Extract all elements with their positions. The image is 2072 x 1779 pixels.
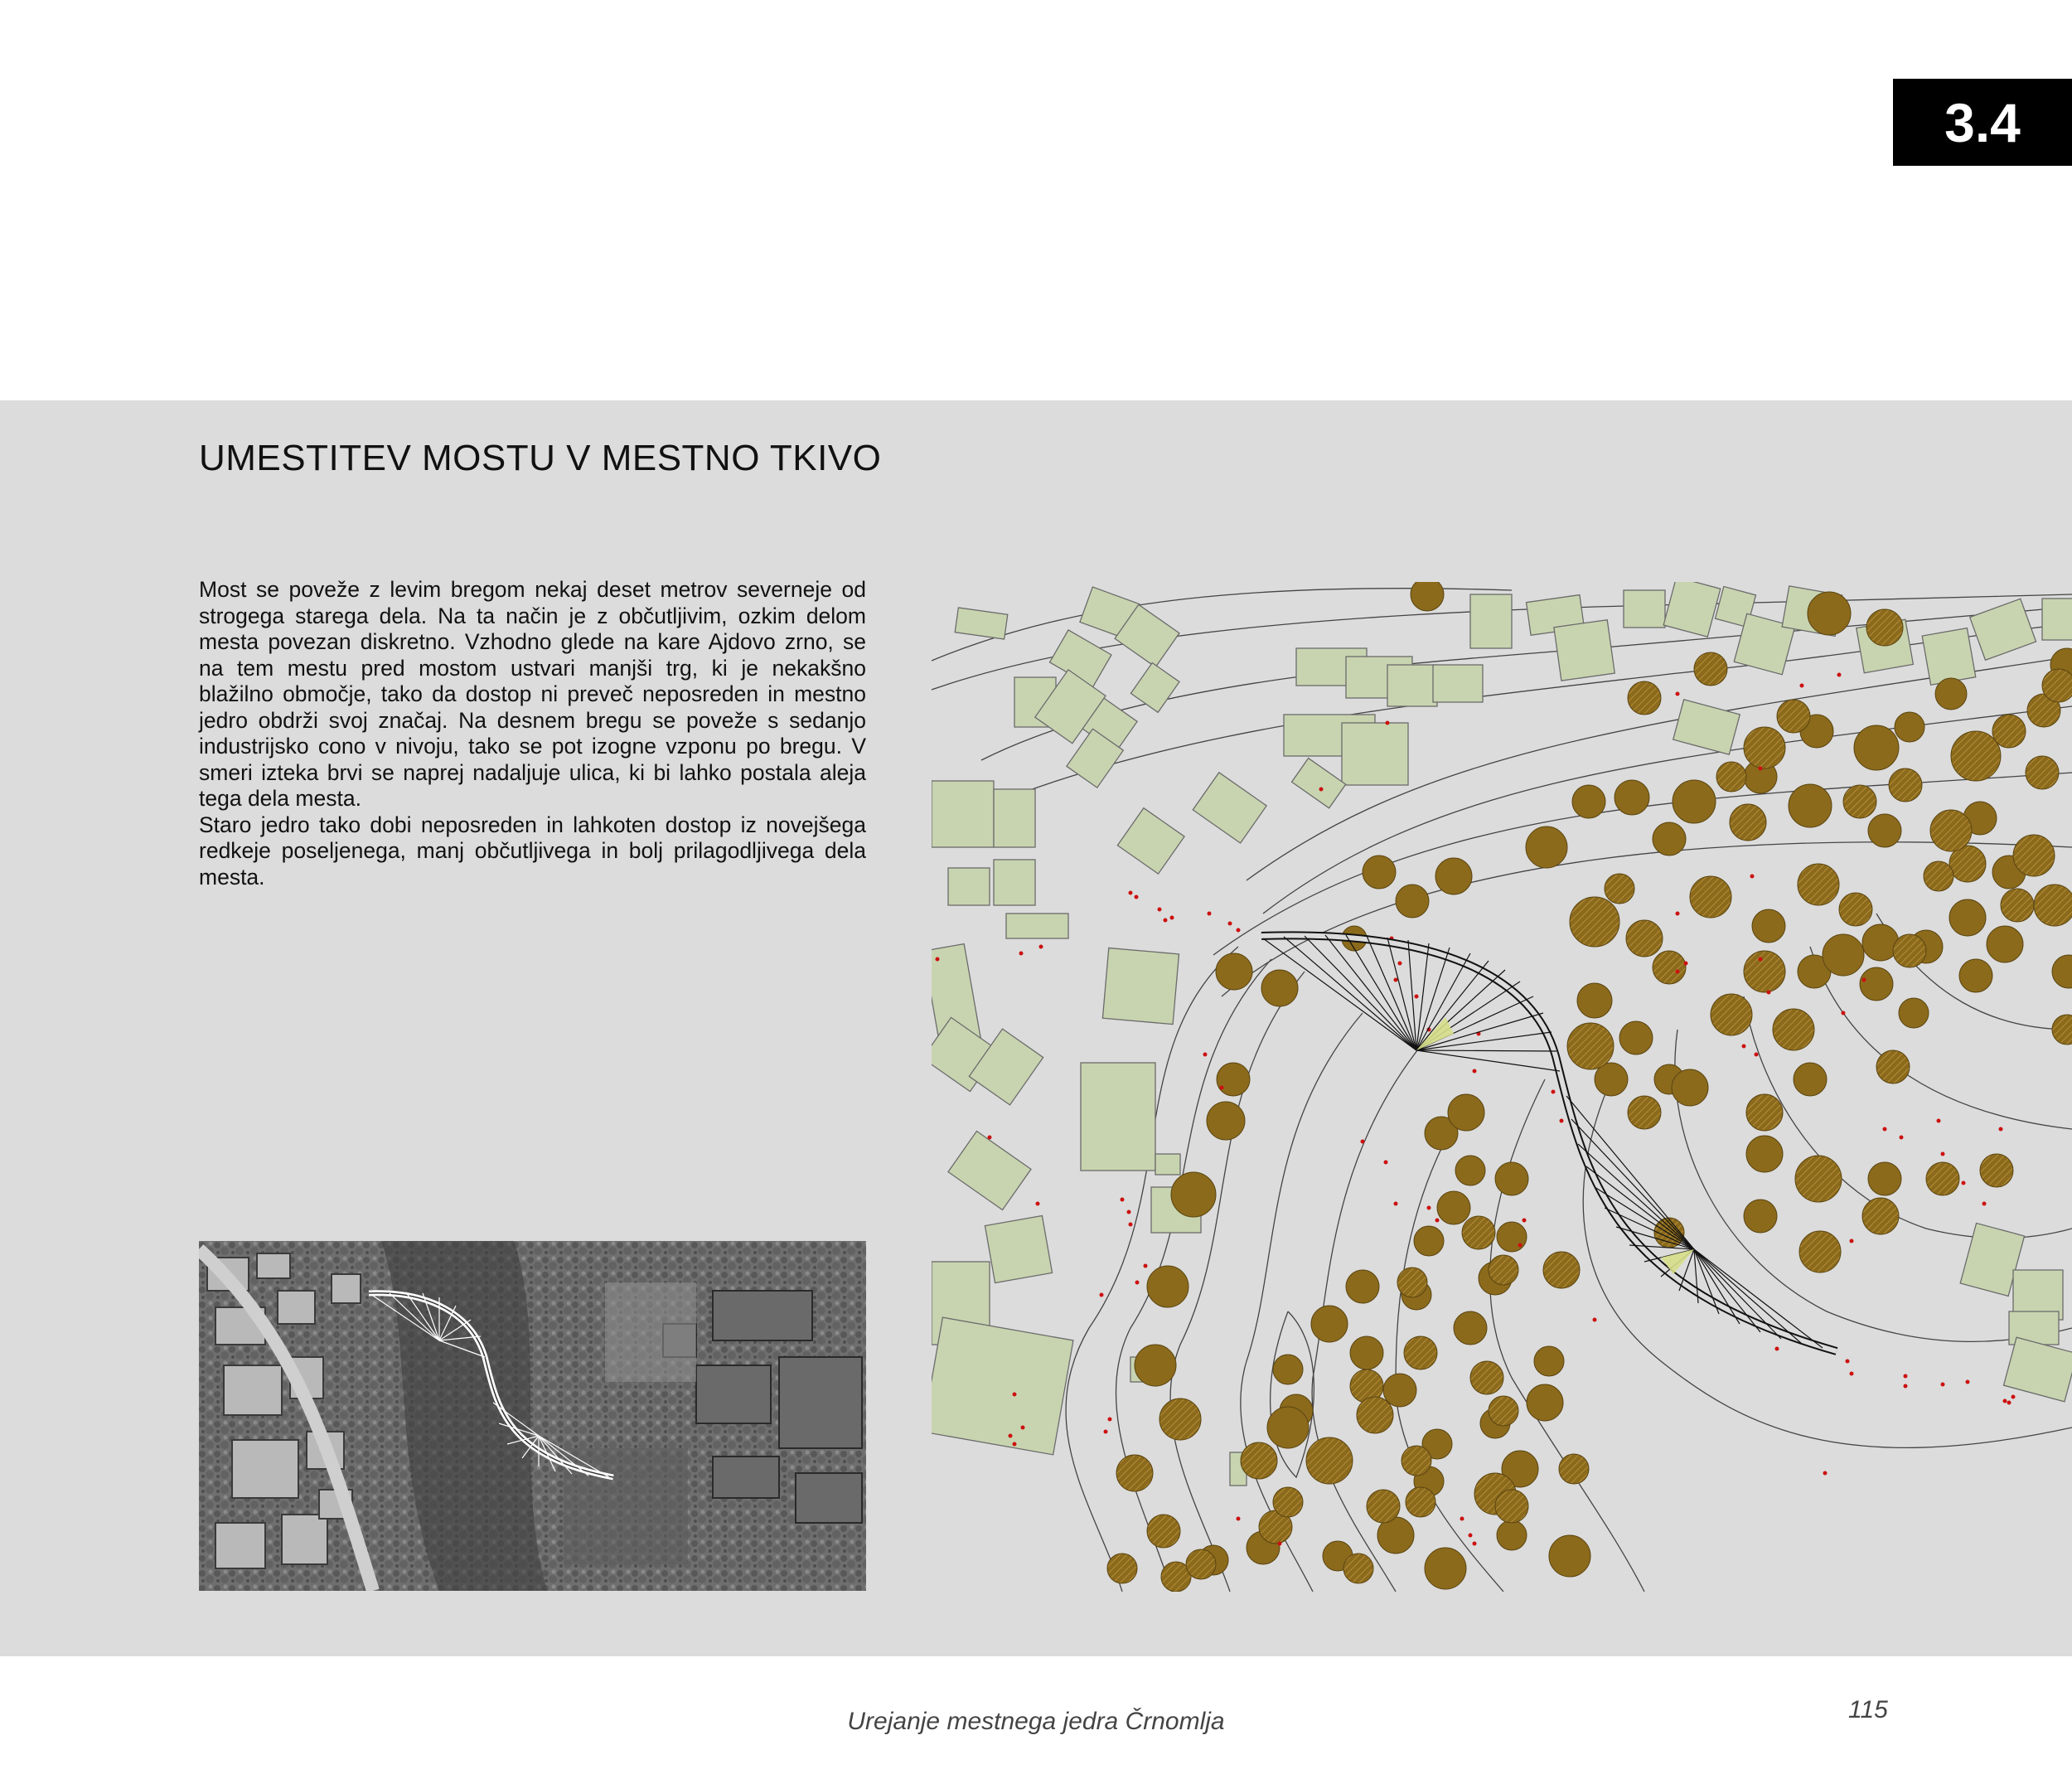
aerial-photo: [199, 1241, 866, 1591]
section-body: [199, 577, 866, 890]
paragraph: Most se poveže z levim bregom nekaj deset metrov severneje od strogega starega dela. Na ta način je z občutljivim, ozkim delom mesta povezan diskretno. Vzhodno glede na kare Ajdovo zrno, se na tem mestu pred mostom ustvari manjši trg, ki je nekakšno blažilno območje, tako da dostop ni preveč neposreden in mestno jedro obdrži svoj značaj. Na desnem bregu se poveže s sedanjo industrijsko cono v nivoju, tako se pot izogne vzponu po bregu. V smeri izteka brvi se naprej nadaljuje ulica, ki bi lahko postala aleja tega dela mesta.: [199, 577, 866, 811]
paragraph: Staro jedro tako dobi neposreden in lahkoten dostop iz novejšega redkeje poseljenega, manj občutljivega in bolj prilagodljivega dela mesta.: [199, 812, 866, 890]
section-title: UMESTITEV MOSTU V MESTNO TKIVO: [199, 438, 882, 478]
chapter-number-tab: [1893, 79, 2072, 166]
page-number: 115: [1848, 1696, 1888, 1723]
site-plan: [932, 582, 2072, 1592]
document-title: Urejanje mestnega jedra Črnomlja: [847, 1708, 1225, 1735]
site-plan-drawing: [932, 582, 2072, 1592]
aerial-photo-image: [199, 1241, 866, 1591]
chapter-number: 3.4: [1944, 91, 2021, 153]
